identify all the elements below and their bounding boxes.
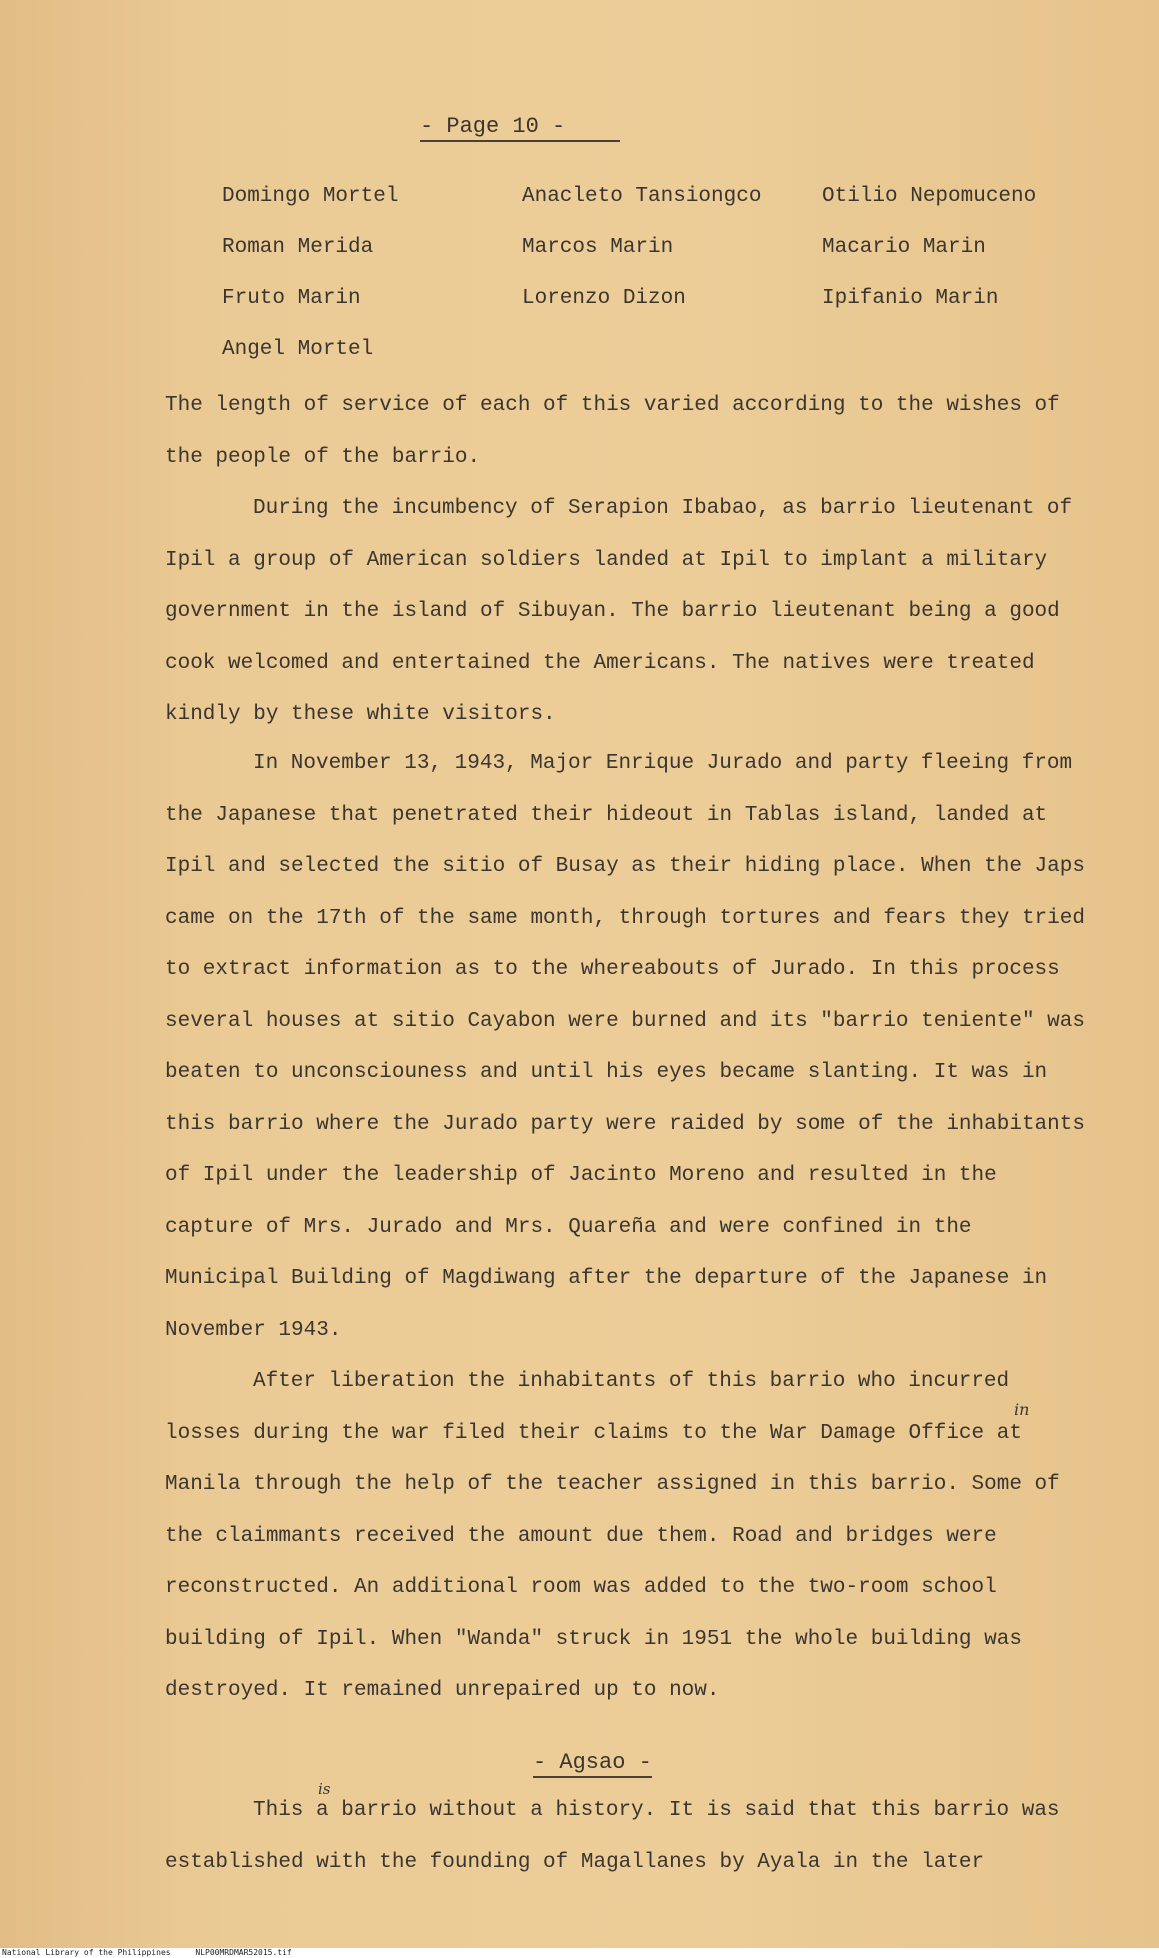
name-entry: Lorenzo Dizon bbox=[522, 287, 686, 310]
name-entry: Marcos Marin bbox=[522, 236, 674, 259]
name-row bbox=[222, 287, 1042, 338]
paragraph-text: After liberation the inhabitants of this barrio who incurred losses during the war filed their claims to the War Damage Office at Manila through the help of the teacher assigned in this barrio. Some of the claimmants received the amount due them. Road and bridges were reconstructed. An additional room was added to the two-room school building of Ipil. When "Wanda" struck in 1951 the whole building was destroyed. It remained unrepaired up to now. bbox=[165, 1370, 1060, 1702]
footer-filename: NLP00MRDMAR52015.tif bbox=[195, 1948, 292, 1957]
scan-footer bbox=[0, 1948, 1159, 1958]
name-entry: Angel Mortel bbox=[222, 338, 374, 361]
name-row bbox=[222, 236, 1042, 287]
handwritten-insertion-is: is bbox=[318, 1780, 331, 1798]
paragraph-text: The length of service of each of this varied according to the wishes of the people of the barrio. bbox=[165, 394, 1060, 469]
name-entry: Anacleto Tansiongco bbox=[522, 185, 762, 208]
name-entry: Macario Marin bbox=[822, 236, 986, 259]
name-entry: Fruto Marin bbox=[222, 287, 361, 310]
paragraph-text: This a barrio without a history. It is said that this barrio was established with the founding of Magallanes by Ayala in the later bbox=[165, 1799, 1060, 1874]
paragraph-service-length bbox=[165, 380, 1085, 483]
handwritten-insertion-in: in bbox=[1014, 1400, 1030, 1419]
page-number-header: - Page 10 - bbox=[420, 114, 620, 142]
footer-library: National Library of the Philippines bbox=[2, 1948, 171, 1957]
name-list bbox=[222, 185, 1042, 389]
section-title-agsao: - Agsao - bbox=[533, 1750, 652, 1778]
name-entry: Ipifanio Marin bbox=[822, 287, 999, 310]
name-entry: Domingo Mortel bbox=[222, 185, 399, 208]
name-entry: Roman Merida bbox=[222, 236, 374, 259]
paragraph-american-soldiers bbox=[165, 483, 1085, 741]
name-entry: Otilio Nepomuceno bbox=[822, 185, 1037, 208]
paragraph-text: In November 13, 1943, Major Enrique Jurado and party fleeing from the Japanese that penetrated their hideout in Tablas island, landed at Ipil and selected the sitio of Busay as their hiding place. When the Japs came on the 17th of the same month, through tortures and fears they tried to extract information as to the whereabouts of Jurado. In this process several houses at sitio Cayabon were burned and its "barrio teniente" was beaten to unconsciouness and until his eyes became slanting. It was in this barrio where the Jurado party were raided by some of the inhabitants of Ipil under the leadership of Jacinto Moreno and resulted in the capture of Mrs. Jurado and Mrs. Quareña and were confined in the Municipal Building of Magdiwang after the departure of the Japanese in November 1943. bbox=[165, 752, 1085, 1342]
paragraph-jurado-party bbox=[165, 738, 1085, 1356]
paragraph-agsao-history bbox=[165, 1785, 1085, 1888]
name-row bbox=[222, 185, 1042, 236]
paragraph-text: During the incumbency of Serapion Ibabao, as barrio lieutenant of Ipil a group of American soldiers landed at Ipil to implant a military government in the island of Sibuyan. The barrio lieutenant being a good cook welcomed and entertained the Americans. The natives were treated kindly by these white visitors. bbox=[165, 497, 1073, 726]
paragraph-after-liberation bbox=[165, 1356, 1085, 1717]
